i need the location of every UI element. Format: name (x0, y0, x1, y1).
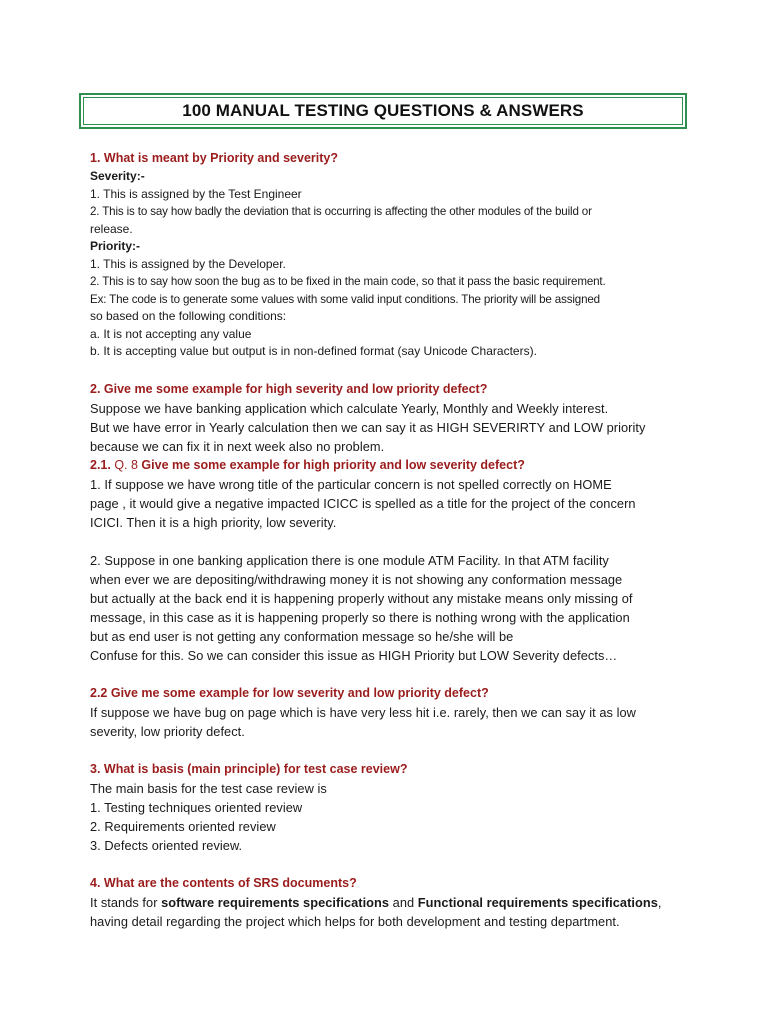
answer-4-term-frs: Functional requirements specifications (417, 894, 658, 910)
spacer (90, 741, 690, 760)
answer-2-1-para2-line-4: message, in this case as it is happening properly so there is nothing wrong with the application (90, 609, 630, 625)
answer-4-text-c: and (389, 894, 418, 910)
question-2-heading: 2. Give me some example for high severity and low priority defect? (90, 381, 488, 396)
title-box-inner (83, 97, 683, 125)
answer-4-text-a: It stands for (90, 894, 162, 910)
document-content (90, 149, 690, 931)
question-3-heading: 3. What is basis (main principle) for test case review? (90, 761, 408, 776)
spacer (90, 665, 690, 684)
answer-2-1-para2-line-3: but actually at the back end it is happening properly without any mistake means only missing of (90, 590, 633, 606)
answer-3-line-1: The main basis for the test case review is (90, 780, 327, 796)
spacer (90, 532, 690, 551)
title-box (79, 93, 687, 129)
severity-line-3: release. (90, 221, 133, 236)
question-2-1-text: Give me some example for high priority and low severity defect? (141, 457, 525, 472)
answer-2-2-line-1: If suppose we have bug on page which is have very less hit i.e. rarely, then we can say it as low (90, 704, 636, 720)
question-2-2-heading: 2.2 Give me some example for low severity and low priority defect? (90, 685, 489, 700)
spacer (90, 361, 690, 380)
question-4-heading: 4. What are the contents of SRS documents? (90, 875, 357, 890)
answer-4-line-2: having detail regarding the project which helps for both development and testing department. (90, 913, 620, 929)
question-2-1-prefix: 2.1. (90, 457, 115, 472)
priority-line-2: 2. This is to say how soon the bug as to be fixed in the main code, so that it pass the basic requirement. (90, 275, 606, 288)
answer-2-1-para1-line-3: ICICI. Then it is a high priority, low severity. (90, 514, 337, 530)
priority-line-5: a. It is not accepting any value (90, 326, 252, 341)
question-2-1-heading (90, 456, 690, 475)
answer-2-line-1: Suppose we have banking application which calculate Yearly, Monthly and Weekly interest. (90, 400, 609, 416)
answer-2-1-para2-line-2: when ever we are depositing/withdrawing money it is not showing any conformation message (90, 571, 623, 587)
priority-label: Priority:- (90, 239, 141, 253)
answer-3-line-4: 3. Defects oriented review. (90, 837, 243, 853)
priority-line-6: b. It is accepting value but output is in non-defined format (say Unicode Characters). (90, 344, 537, 358)
answer-4-text-e: , (657, 894, 662, 910)
document-title: 100 MANUAL TESTING QUESTIONS & ANSWERS (182, 101, 584, 120)
answer-3-line-2: 1. Testing techniques oriented review (90, 799, 303, 815)
answer-2-line-2: But we have error in Yearly calculation then we can say it as HIGH SEVERIRTY and LOW priority (90, 419, 646, 435)
priority-line-4: so based on the following conditions: (90, 309, 287, 323)
severity-line-1: 1. This is assigned by the Test Engineer (90, 186, 302, 201)
answer-2-1-para1-line-2: page , it would give a negative impacted ICICC is spelled as a title for the project of the concern (90, 495, 636, 511)
answer-2-line-3: because we can fix it in next week also no problem. (90, 438, 385, 454)
answer-2-2-line-2: severity, low priority defect. (90, 723, 245, 739)
question-2-1-qnum: Q. 8 (114, 457, 142, 472)
answer-2-1-para2-line-6: Confuse for this. So we can consider this issue as HIGH Priority but LOW Severity defects… (90, 647, 618, 663)
answer-2-1-para1-line-1: 1. If suppose we have wrong title of the particular concern is not spelled correctly on HOME (90, 476, 612, 492)
answer-3-line-3: 2. Requirements oriented review (90, 818, 276, 834)
answer-2-1-para2-line-5: but as end user is not getting any conformation message so he/she will be (90, 628, 514, 644)
priority-line-1: 1. This is assigned by the Developer. (90, 256, 286, 271)
answer-2-1-para2-line-1: 2. Suppose in one banking application there is one module ATM Facility. In that ATM facility (90, 552, 609, 568)
answer-4-term-srs: software requirements specifications (161, 894, 390, 910)
severity-line-2: 2. This is to say how badly the deviation that is occurring is affecting the other modules of the build or (90, 205, 592, 218)
question-1-heading: 1. What is meant by Priority and severity? (90, 151, 338, 165)
priority-line-3: Ex: The code is to generate some values with some valid input conditions. The priority will be assigned (90, 292, 600, 306)
severity-label: Severity:- (90, 169, 145, 183)
answer-4-line-1 (90, 893, 690, 912)
spacer (90, 855, 690, 874)
